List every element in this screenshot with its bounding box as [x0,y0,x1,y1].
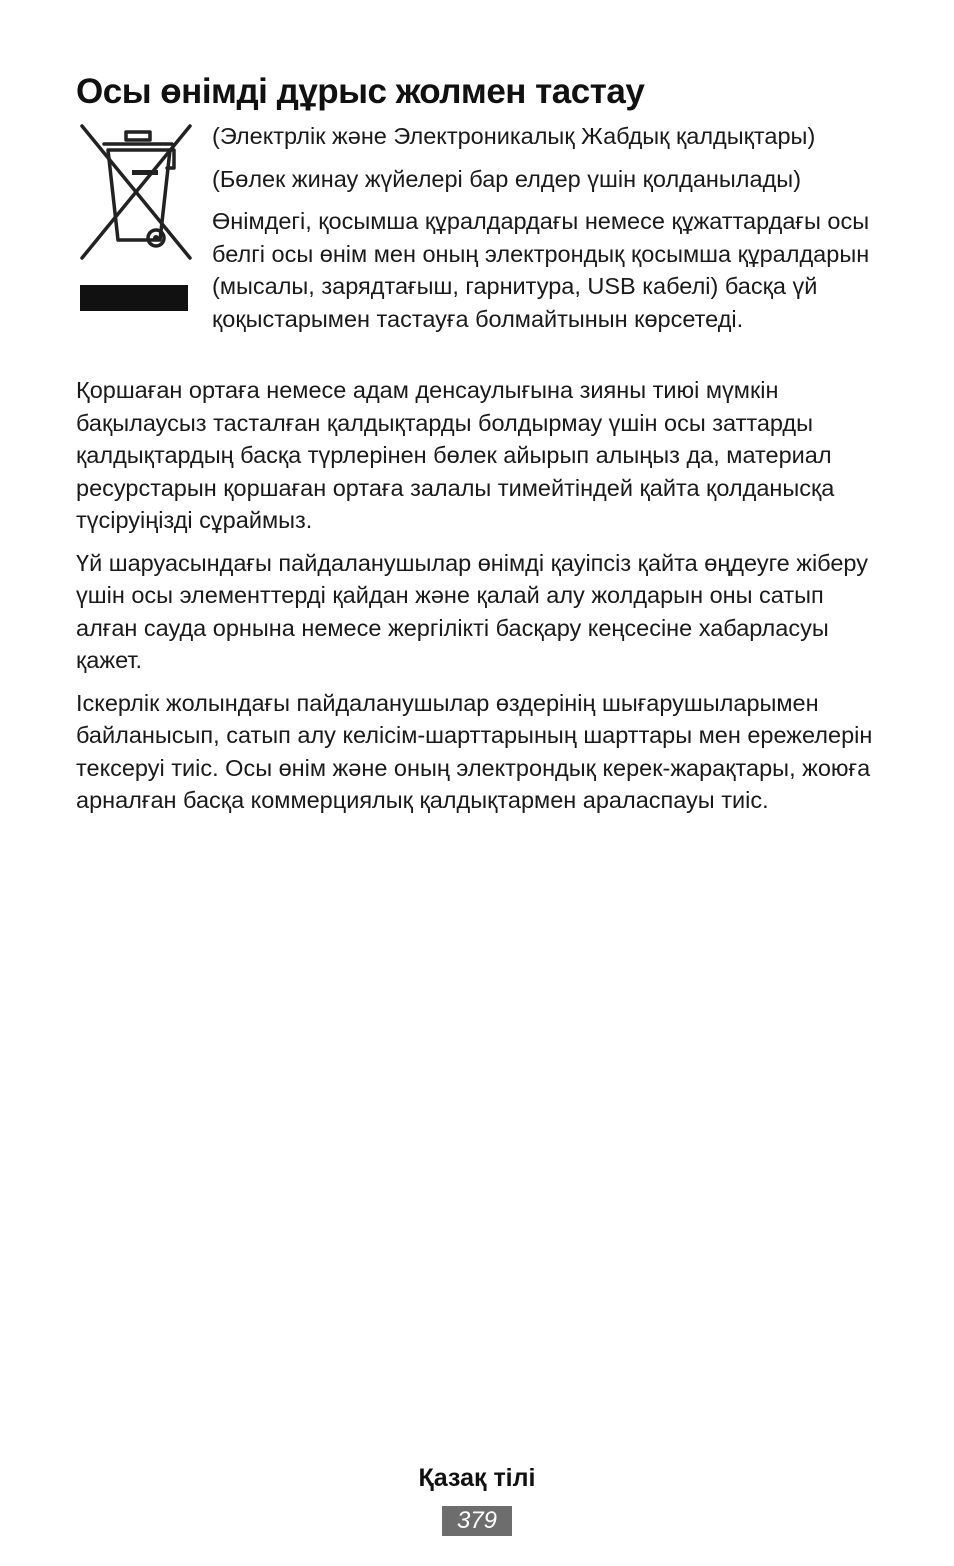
paragraph-household-users: Үй шаруасындағы пайдаланушылар өнімді қауіпсіз қайта өңдеуге жіберу үшін осы элементтерді қайдан және қалай алу жолдарын оны сатып алған сауда орнына немесе жергілікті басқару кеңсесіне хабарласуы қажет. [76,549,868,673]
body-text [76,374,876,827]
paragraph-environment: Қоршаған ортаға немесе адам денсаулығына зияны тиюі мүмкін бақылаусыз тасталған қалдықтарды болдырмау үшін осы заттарды қалдықтардың басқа түрлерінен бөлек айырып алыңыз да, материал ресурстарын қоршаған ортаға залалы тимейтіндей қайта қолданысқа түсіруіңізді сұраймыз. [76,377,835,533]
weee-subtitle: (Электрлік және Электроникалық Жабдық қалдықтары) [212,123,816,149]
weee-marking-bar [80,285,188,311]
page-number: 379 [442,1506,512,1536]
weee-text [212,120,872,345]
weee-description: Өнімдегі, қосымша құралдардағы немесе құжаттардағы осы белгі осы өнім мен оның электрондық қосымша құралдарын (мысалы, зарядтағыш, гарнитура, USB кабелі) басқа үй қоқыстарымен тастауға болмайтынын көрсетеді. [212,208,870,332]
footer-language: Қазақ тілі [418,1464,536,1492]
page-title: Осы өнімді дұрыс жолмен тастау [76,72,645,111]
weee-applicability: (Бөлек жинау жүйелері бар елдер үшін қолданылады) [212,165,802,192]
paragraph-business-users: Іскерлік жолындағы пайдаланушылар өздерінің шығарушыларымен байланысып, сатып алу келісім-шарттарының шарттары мен ережелерін тексеруі тиіс. Осы өнім және оның электрондық керек-жарақтары, жоюға арналған басқа коммерциялық қалдықтармен араласпауы тиіс. [76,689,873,813]
crossed-out-wheelie-bin-icon [76,120,196,265]
